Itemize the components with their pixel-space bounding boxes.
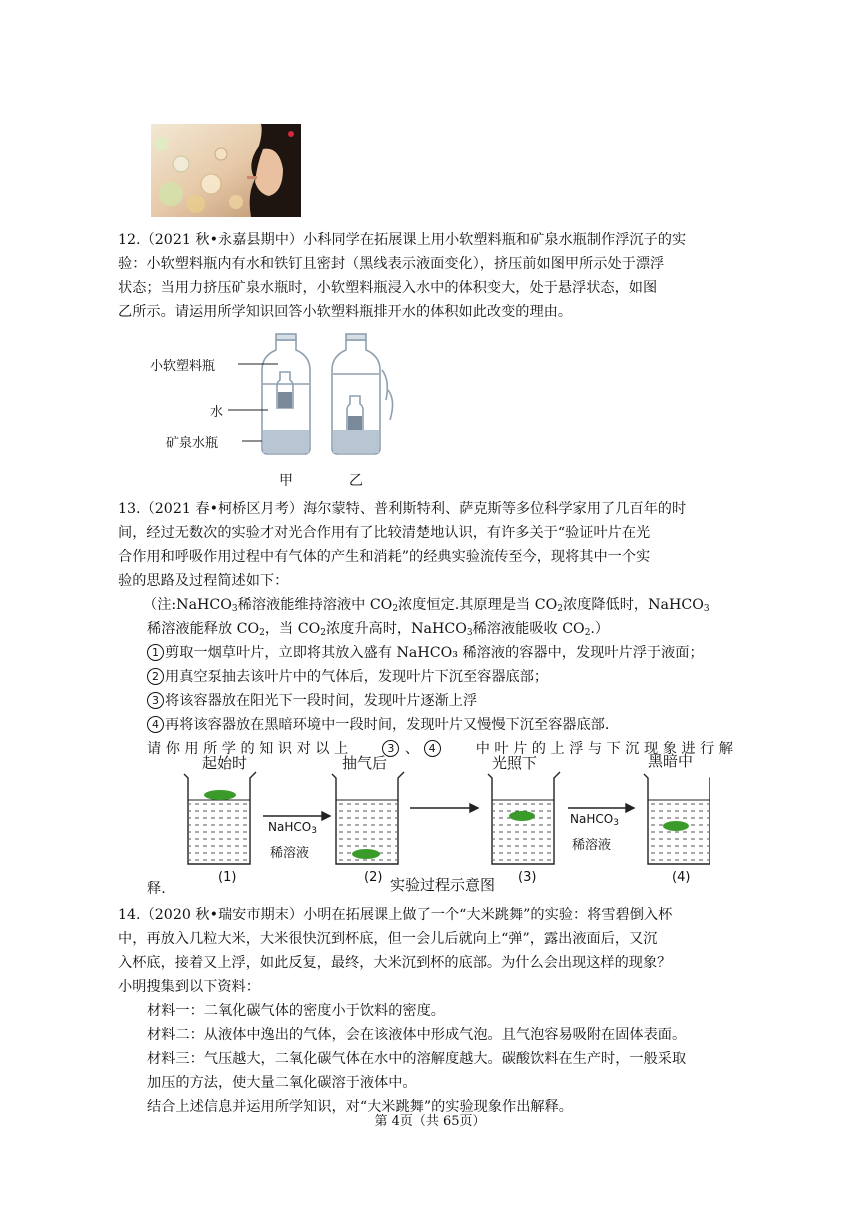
leaf-2-icon — [352, 849, 380, 859]
q13-line2: 间，经过无数次的实验才对光合作用有了比较清楚地认识，有许多关于“验证叶片在光 — [118, 525, 651, 541]
q14-line2: 中，再放入几粒大米，大米很快沉到杯底，但一会儿后就向上“弹”，露出液面后，又沉 — [118, 931, 658, 947]
stage-number-4: (4) — [672, 870, 691, 885]
figure-q12-bottles — [150, 330, 430, 490]
question-14 — [118, 903, 733, 999]
stage-label-4: 黑暗中 — [648, 752, 694, 770]
q13-line1: 13.（2021 春•柯桥区月考）海尔蒙特、普利斯特利、萨克斯等多位科学家用了几百年的时 — [118, 501, 687, 517]
q12-line1: 12.（2021 秋•永嘉县期中）小科同学在拓展课上用小软塑料瓶和矿泉水瓶制作浮沉子的实 — [118, 232, 687, 248]
q14-line3: 入杯底，接着又上浮，如此反复，最终，大米沉到杯的底部。为什么会出现这样的现象？ — [118, 955, 672, 971]
q13-step-4: 4 再将该容器放在黑暗环境中一段时间，发现叶片又慢慢下沉至容器底部. — [147, 713, 737, 737]
stage-number-2: (2) — [364, 870, 383, 885]
label-mineral-bottle: 矿泉水瓶 — [166, 436, 219, 451]
label-jia: 甲 — [279, 473, 293, 489]
q13-line3: 合作用和呼吸作用过程中有气体的产生和消耗”的经典实验流传至今，现将其中一个实 — [118, 549, 651, 565]
bubble-photo — [151, 124, 301, 217]
q14-material-1: 材料一：二氧化碳气体的密度小于饮料的密度。 — [147, 1003, 445, 1019]
label-small-bottle: 小软塑料瓶 — [150, 359, 216, 374]
q12-line3: 状态；当用力挤压矿泉水瓶时，小软塑料瓶浸入水中的体积变大，处于悬浮状态，如图 — [118, 280, 658, 296]
q14-line4: 小明搜集到以下资料： — [118, 979, 260, 995]
q14-line1: 14.（2020 秋•瑞安市期末）小明在拓展课上做了一个“大米跳舞”的实验：将雪碧倒入杯 — [118, 907, 673, 923]
stage-label-2: 抽气后 — [342, 754, 388, 772]
leaf-4-icon — [663, 821, 689, 831]
bubble-girl-photo-icon — [151, 124, 301, 217]
figure-caption: 实验过程示意图 — [390, 876, 496, 894]
q13-line4: 验的思路及过程简述如下： — [118, 573, 289, 589]
q13-step-2: 2 用真空泵抽去该叶片中的气体后，发现叶片下沉至容器底部； — [147, 665, 737, 689]
q13-note-2 — [147, 617, 737, 641]
q12-line2: 验：小软塑料瓶内有水和铁钉且密封（黑线表示液面变化），挤压前如图甲所示处于漂浮 — [118, 256, 665, 272]
stage-label-1: 起始时 — [202, 754, 248, 772]
q13-steps — [147, 641, 737, 737]
arrow-label-sol-2: 稀溶液 — [572, 838, 612, 853]
q14-material-3: 材料三：气压越大，二氧化碳气体在水中的溶解度越大。碳酸饮料在生产时，一般采取 — [147, 1051, 687, 1067]
question-13 — [118, 497, 733, 593]
question-12 — [118, 228, 733, 324]
stage-label-3: 光照下 — [492, 754, 538, 772]
page-footer: 第 4页（共 65页） — [374, 1114, 486, 1129]
q13-step-3: 3 将该容器放在阳光下一段时间，发现叶片逐渐上浮 — [147, 689, 737, 713]
label-water: 水 — [210, 405, 224, 420]
q13-ask-line: 请 你 用 所 学 的 知 识 对 以 上 3 、 4 中 叶 片 的 上 浮 与 下 沉 现 象 进 行 解 — [147, 741, 733, 757]
arrow-label-chem-1: NaHCO$_3$ — [268, 820, 317, 836]
arrow-label-sol-1: 稀溶液 — [270, 846, 310, 861]
q13-ask-end: 释. — [147, 881, 166, 897]
q14-material-2: 材料二：从液体中逸出的气体，会在该液体中形成气泡。且气泡容易吸附在固体表面。 — [147, 1027, 687, 1043]
q13-note-line2: 稀溶液能释放 $CO_2$，当 $CO_2$浓度升高时，NaHCO$_3$稀溶液能吸收 $CO_2$.） — [147, 621, 610, 638]
q12-line4: 乙所示。请运用所学知识回答小软塑料瓶排开水的体积如此改变的理由。 — [118, 304, 573, 320]
q13-note-line1: （注:NaHCO$_3$稀溶液能维持溶液中 $CO_2$浓度恒定.其原理是当 $CO_2$浓度降低时，NaHCO$_3$ — [143, 597, 710, 614]
q14-material-4: 加压的方法，使大量二氧化碳溶于液体中。 — [147, 1075, 417, 1091]
leaf-3-icon — [509, 811, 535, 821]
stage-number-1: (1) — [218, 870, 237, 885]
q13-note — [143, 593, 737, 617]
stage-number-3: (3) — [518, 870, 537, 885]
q13-step-1: 1 剪取一烟草叶片，立即将其放入盛有 NaHCO₃ 稀溶液的容器中，发现叶片浮于液面； — [147, 641, 737, 665]
q14-conclusion: 结合上述信息并运用所学知识，对“大米跳舞”的实验现象作出解释。 — [147, 1099, 573, 1115]
arrow-label-chem-2: NaHCO$_3$ — [570, 812, 619, 828]
q14-materials — [147, 999, 737, 1119]
leaf-1-icon — [204, 790, 236, 800]
label-yi: 乙 — [349, 473, 363, 489]
cartesian-diver-diagram — [150, 330, 430, 490]
